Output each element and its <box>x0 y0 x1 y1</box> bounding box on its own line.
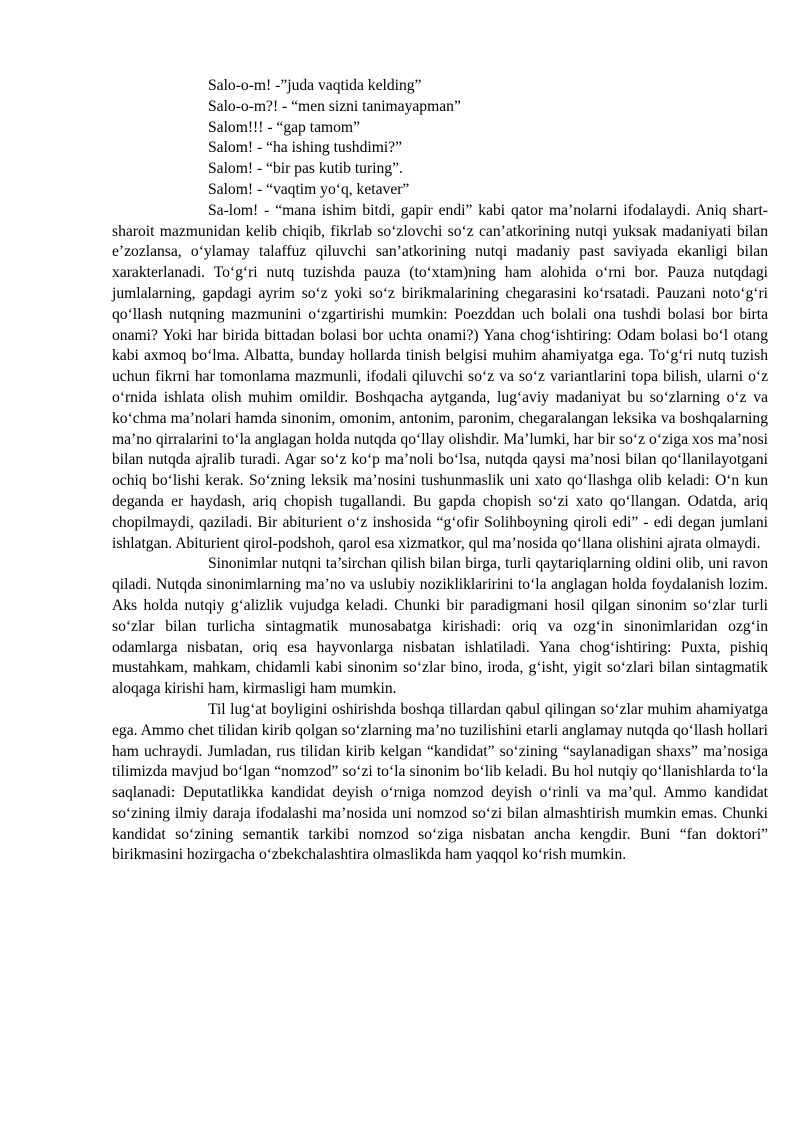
document-body <box>112 76 768 866</box>
greeting-line: Salom! - “ha ishing tushdimi?” <box>208 139 403 157</box>
greeting-line: Salom! - “bir pas kutib turing”. <box>208 160 403 178</box>
paragraph-synonyms: Sinonimlar nutqni ta’sirchan qilish bilan birga, turli qaytariqlarning oldini olib, uni ravon qiladi. Nutqda sinonimlarning ma’no va uslubiy nozikliklaririni to‘la anglagan holda foydalanish lozim. Aks holda nutqiy g‘alizlik vujudga keladi. Chunki bir paradigmani hosil qilgan sinonim so‘zlar turli so‘zlar bilan turlicha sintagmatik munosabatga kirishadi: oriq va ozg‘in sinonimlaridan ozg‘in odamlarga nisbatan, oriq esa hayvonlarga nisbatan ishlatiladi. Yana chog‘ishtiring: Puxta, pishiq mustahkam, mahkam, chidamli kabi sinonim so‘zlar bino, iroda, g‘isht, yigit so‘zlari bilan sintagmatik aloqaga kirishi ham, kirmasligi ham mumkin. <box>112 555 768 698</box>
greeting-line: Salo-o-m?! - “men sizni tanimayapman” <box>208 97 461 115</box>
greeting-line: Salom!!! - “gap tamom” <box>208 118 360 136</box>
greeting-list <box>112 76 768 201</box>
greeting-line: Salo-o-m! -”juda vaqtida kelding” <box>208 77 422 94</box>
paragraph-pauza-and-lexical-culture: Sa-lom! - “mana ishim bitdi, gapir endi” kabi qator ma’nolarni ifodalaydi. Aniq shart-sharoit mazmunidan kelib chiqib, fikrlab so‘zlovchi so‘z can’atkorining nutqi yuksak madaniyati bilan e’zozlansa, o‘ylamay talaffuz qiluvchi san’atkorining nutqi madaniy past saviyada ekanligi bilan xarakterlanadi. To‘g‘ri nutq tuzishda pauza (to‘xtam)ning ham alohida o‘rni bor. Pauza nutqdagi jumlalarning, gapdagi ayrim so‘z yoki so‘z birikmalarining chegarasini ko‘rsatadi. Pauzani noto‘g‘ri qo‘llash nutqning mazmunini o‘zgartirishi mumkin: Poezddan uch bolali ona tushdi bolasi bor birta onami? Yoki har birida bittadan bolasi bor uchta onami?) Yana chog‘ishtiring: Odam bolasi bo‘l otang kabi axmoq bo‘lma. Albatta, bunday hollarda tinish belgisi muhim ahamiyatga ega. To‘g‘ri nutq tuzish uchun fikrni har tomonlama mazmunli, ifodali qiluvchi so‘z va so‘z variantlarini topa bilish, ularni o‘z o‘rnida ishlata olish muhim omildir. Boshqacha aytganda, lug‘aviy madaniyat bu so‘zlarning o‘z va ko‘chma ma’nolari hamda sinonim, omonim, antonim, paronim, chegaralangan leksika va boshqalarning ma’no qirralarini to‘la anglagan holda nutqda qo‘llay olishdir. Ma’lumki, har bir so‘z o‘ziga xos ma’nosi bilan nutqda ajralib turadi. Agar so‘z ko‘p ma’noli bo‘lsa, nutqda qaysi ma’nosi bilan qo‘llanilayotgani ochiq bo‘lishi kerak. So‘zning leksik ma’nosini tushunmaslik uni xato qo‘llashga olib keladi: O‘n kun deganda er haydash, ariq chopish tugallandi. Bu gapda chopish so‘zi xato qo‘llangan. Odatda, ariq chopilmaydi, qaziladi. Bir abiturient o‘z inshosida “g‘ofir Solihboyning qiroli edi” - edi degan jumlani ishlatgan. Abiturient qirol-podshoh, qarol esa xizmatkor, qul ma’nosida qo‘llana olishini ajrata olmaydi. <box>112 201 768 552</box>
greeting-line: Salom! - “vaqtim yo‘q, ketaver” <box>208 180 410 198</box>
paragraph-borrowed-words: Til lug‘at boyligini oshirishda boshqa tillardan qabul qilingan so‘zlar muhim ahamiyatga ega. Ammo chet tilidan kirib qolgan so‘zlarning ma’no tuzilishini etarli anglamay nutqda qo‘llash hollari ham uchraydi. Jumladan, rus tilidan kirib kelgan “kandidat” so‘zining “saylanadigan shaxs” ma’nosiga tilimizda mavjud bo‘lgan “nomzod” so‘zi to‘la sinonim bo‘lib keladi. Bu hol nutqiy qo‘llanishlarda to‘la saqlanadi: Deputatlikka kandidat deyish o‘rniga nomzod deyish o‘rinli va ma’qul. Ammo kandidat so‘zining ilmiy daraja ifodalashi ma’nosida uni nomzod so‘zi bilan almashtirish mumkin emas. Chunki kandidat so‘zining semantik tarkibi nomzod so‘ziga nisbatan ancha kengdir. Buni “fan doktori” birikmasini hozirgacha o‘zbekchalashtira olmaslikda ham yaqqol ko‘rish mumkin. <box>112 700 768 864</box>
